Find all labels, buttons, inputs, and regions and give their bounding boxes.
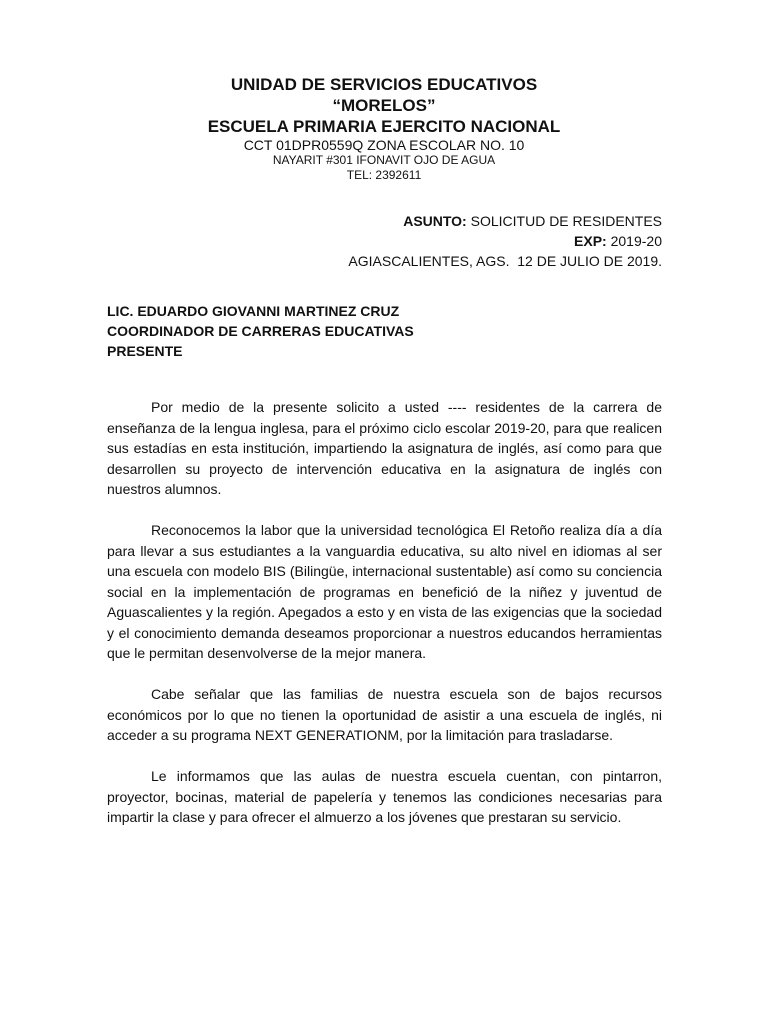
recipient-name: LIC. EDUARDO GIOVANNI MARTINEZ CRUZ: [107, 303, 400, 319]
file-line: [348, 231, 662, 251]
institution-unit: UNIDAD DE SERVICIOS EDUCATIVOS: [230, 75, 538, 94]
place-date: AGIASCALIENTES, AGS. 12 DE JULIO DE 2019.: [348, 253, 662, 269]
school-cct: CCT 01DPR0559Q ZONA ESCOLAR NO. 10: [243, 137, 525, 153]
recipient-presente: PRESENTE: [107, 343, 183, 359]
body-paragraph-2: Reconocemos la labor que la universidad tecnológica El Retoño realiza día a día para llevar a sus estudiantes a la vanguardia educativa, su alto nivel en idiomas al ser una escuela con modelo BIS (Bilingüe, internacional sustentable) así como su conciencia social en la implementación de programas en benefició de la niñez y juventud de Aguascalientes y la región. Apegados a esto y en vista de las exigencias que la sociedad y el conocimiento demanda deseamos proporcionar a nuestros educandos herramientas que le permitan desenvolverse de la mejor manera.: [107, 522, 662, 661]
subject-value: SOLICITUD DE RESIDENTES: [466, 213, 662, 229]
subject-label: ASUNTO:: [403, 213, 467, 229]
school-phone: TEL: 2392611: [346, 168, 422, 182]
body-paragraph-4: Le informamos que las aulas de nuestra escuela cuentan, con pintarron, proyector, bocinas, material de papelería y tenemos las condiciones necesarias para impartir la clase y para ofrecer el almuerzo a los jóvenes que prestaran su servicio.: [107, 768, 662, 825]
letterhead: [0, 74, 768, 183]
file-label: EXP:: [574, 233, 607, 249]
letter-body: [107, 397, 662, 848]
school-address: NAYARIT #301 IFONAVIT OJO DE AGUA: [272, 153, 496, 167]
file-value: 2019-20: [606, 233, 662, 249]
letter-meta: [348, 211, 662, 271]
body-paragraph-1: Por medio de la presente solicito a usted ---- residentes de la carrera de enseñanza de la lengua inglesa, para el próximo ciclo escolar 2019-20, para que realicen sus estadías en esta institución, impartiendo la asignatura de inglés, así como para que desarrollen su proyecto de intervención educativa en la asignatura de inglés con nuestros alumnos.: [107, 399, 662, 497]
body-paragraph-3: Cabe señalar que las familias de nuestra escuela son de bajos recursos económicos por lo que no tienen la oportunidad de asistir a una escuela de inglés, ni acceder a su programa NEXT GENERATIONM, por la limitación para trasladarse.: [107, 686, 662, 743]
subject-line: [348, 211, 662, 231]
institution-name-morelos: “MORELOS”: [332, 96, 436, 115]
recipient-block: [107, 301, 414, 361]
recipient-role: COORDINADOR DE CARRERAS EDUCATIVAS: [107, 323, 414, 339]
school-name: ESCUELA PRIMARIA EJERCITO NACIONAL: [207, 117, 561, 136]
